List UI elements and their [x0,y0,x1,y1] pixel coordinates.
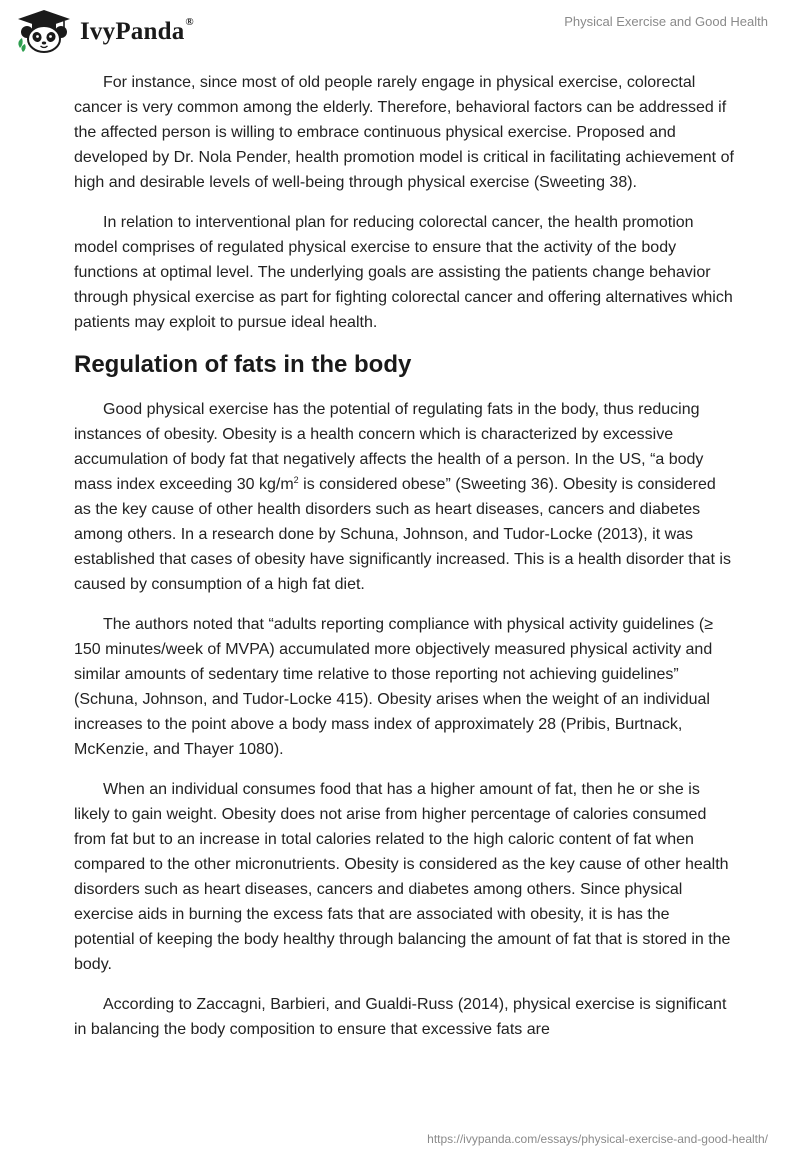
brand-name: IvyPanda® [80,16,194,45]
paragraph-6: According to Zaccagni, Barbieri, and Gualdi-Russ (2014), physical exercise is significant in balancing the body composition to ensure that excessive fats are [74,996,727,1038]
paragraph-2: In relation to interventional plan for reducing colorectal cancer, the health promotion model comprises of regulated physical exercise to ensure that the activity of the body functions at optimal level. The underlying goals are assisting the patients change behavior through physical exercise as part for fighting colorectal cancer and offering alternatives which patients may exploit to pursue ideal health. [74,214,733,331]
ivypanda-logo[interactable] [14,8,194,54]
superscript: 2 [293,475,299,485]
panda-graduate-icon [14,8,74,54]
paragraph-4: The authors noted that “adults reporting compliance with physical activity guidelines (≥ 150 minutes/week of MVPA) accumulated more objectively measured physical activity and similar amounts of sedentary time relative to those reporting not achieving guidelines” (Schuna, Johnson, and Tudor-Locke 415). Obesity arises when the weight of an individual increases to the point above a body mass index of approximately 28 (Pribis, Burtnack, McKenzie, and Thayer 1080). [74,616,713,758]
paragraph-3: Good physical exercise has the potential of regulating fats in the body, thus reducing instances of obesity. Obesity is a health concern which is characterized by excessive accumulation of body fat that negatively affects the health of a person. In the US, “a body mass index exceeding 30 $kg/m^2$ is considered obese” (Sweeting 36). Obesity is considered as the key cause of other health disorders such as heart diseases, cancers and diabetes among others. In a research done by Schuna, Johnson, and Tudor-Locke (2013), it was established that cases of obesity have significantly increased. This is a health disorder that is caused by consumption of a high fat diet. [74,401,731,593]
paragraph-1: For instance, since most of old people rarely engage in physical exercise, colorectal cancer is very common among the elderly. Therefore, behavioral factors can be addressed if the affected person is willing to embrace continuous physical exercise. Proposed and developed by Dr. Nola Pender, health promotion model is critical in facilitating achievement of high and desirable levels of well-being through physical exercise (Sweeting 38). [74,74,734,191]
document-title: Physical Exercise and Good Health [564,14,768,29]
source-url[interactable]: https://ivypanda.com/essays/physical-exercise-and-good-health/ [427,1132,768,1146]
section-heading: Regulation of fats in the body [74,351,412,378]
paragraph-5: When an individual consumes food that has a higher amount of fat, then he or she is likely to gain weight. Obesity does not arise from higher percentage of calories consumed from fat but to an increase in total calories related to the high caloric content of fat when compared to the other micronutrients. Obesity is considered as the key cause of other health disorders such as heart diseases, cancers and diabetes among others. Since physical exercise aids in burning the excess fats that are associated with obesity, it is has the potential of keeping the body healthy through balancing the amount of fat that is stored in the body. [74,781,731,973]
page-header [0,0,800,60]
essay-body [74,70,734,1057]
